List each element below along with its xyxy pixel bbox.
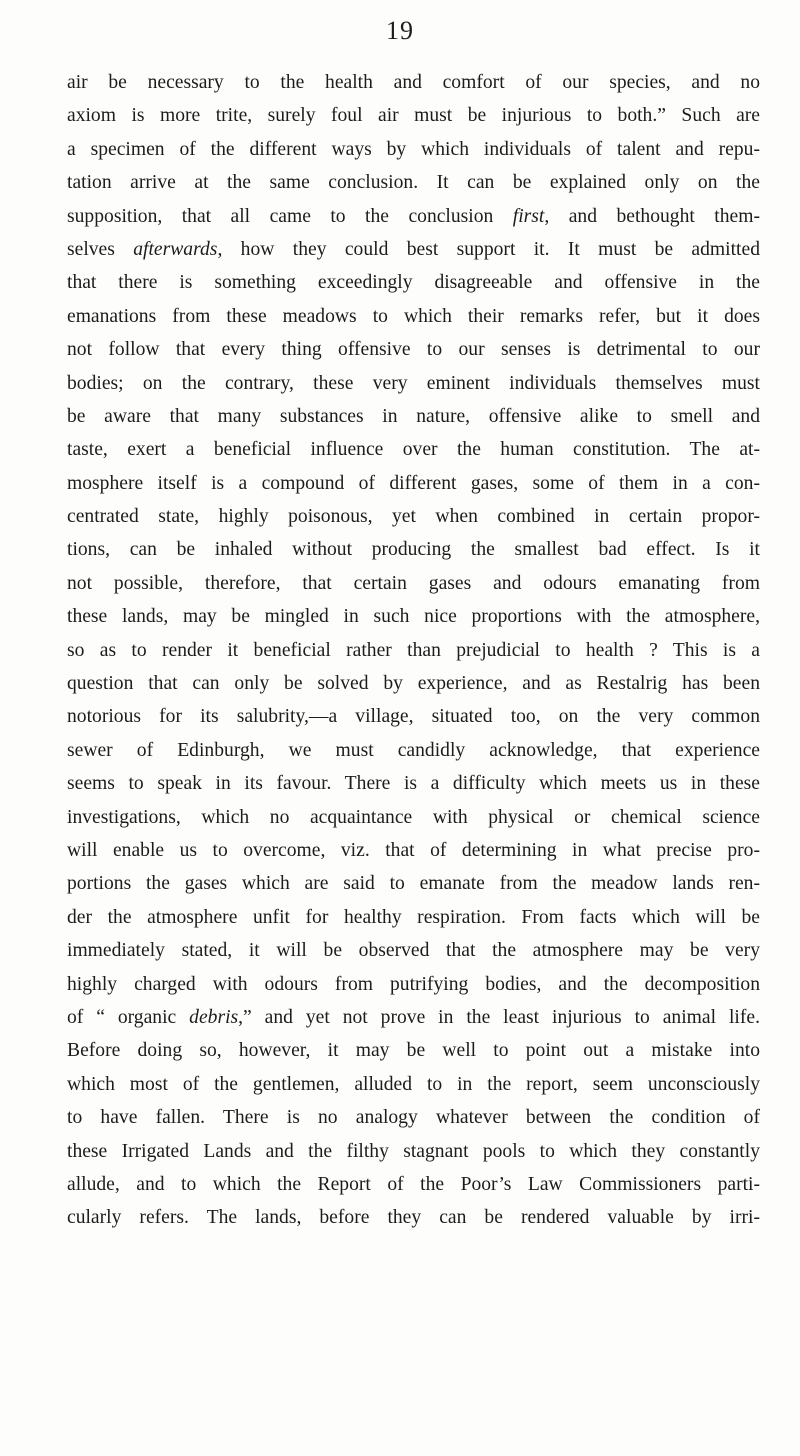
text-line: selves afterwards, how they could best support it. It must be admitted: [67, 238, 760, 260]
italic-word: afterwards: [133, 238, 218, 260]
text-line: bodies; on the contrary, these very eminent individuals themselves must: [67, 372, 760, 394]
text-line: will enable us to overcome, viz. that of determining in what precise pro-: [67, 839, 760, 861]
text-line: to have fallen. There is no analogy whatever between the condition of: [67, 1107, 760, 1129]
text-line: not possible, therefore, that certain gases and odours emanating from: [67, 572, 760, 594]
text-line: Before doing so, however, it may be well to point out a mistake into: [67, 1040, 760, 1062]
text-line: air be necessary to the health and comfort of our species, and no: [67, 72, 760, 93]
text-line: which most of the gentlemen, alluded to in the report, seem unconsciously: [67, 1073, 760, 1095]
text-line: a specimen of the different ways by which individuals of talent and repu-: [67, 138, 760, 160]
page-number: 19: [386, 16, 414, 45]
text-line: der the atmosphere unfit for healthy respiration. From facts which will be: [67, 906, 760, 928]
text-line: cularly refers. The lands, before they can be rendered valuable by irri-: [67, 1207, 760, 1229]
text-line: portions the gases which are said to emanate from the meadow lands ren-: [67, 873, 760, 895]
text-line: allude, and to which the Report of the Poor’s Law Commissioners parti-: [67, 1173, 760, 1195]
text-line: tions, can be inhaled without producing the smallest bad effect. Is it: [67, 539, 760, 561]
text-line: mosphere itself is a compound of different gases, some of them in a con-: [67, 472, 760, 494]
body-text: [67, 66, 760, 1235]
text-line: these lands, may be mingled in such nice proportions with the atmosphere,: [67, 606, 760, 628]
text-line: notorious for its salubrity,—a village, situated too, on the very common: [67, 706, 760, 728]
text-line: be aware that many substances in nature, offensive alike to smell and: [67, 405, 760, 427]
text-line: tation arrive at the same conclusion. It can be explained only on the: [67, 172, 760, 194]
italic-word: debris: [189, 1006, 239, 1028]
text-line: highly charged with odours from putrifying bodies, and the decomposition: [67, 973, 760, 995]
text-line: emanations from these meadows to which their remarks refer, but it does: [67, 305, 760, 327]
text-line: supposition, that all came to the conclusion first, and bethought them-: [67, 205, 760, 227]
text-line: sewer of Edinburgh, we must candidly acknowledge, that experience: [67, 739, 760, 761]
text-line: question that can only be solved by experience, and as Restalrig has been: [67, 673, 760, 695]
text-line: so as to render it beneficial rather than prejudicial to health ? This is a: [67, 639, 760, 661]
text-line: axiom is more trite, surely foul air must be injurious to both.” Such are: [67, 105, 760, 127]
text-line: seems to speak in its favour. There is a difficulty which meets us in these: [67, 773, 760, 795]
text-line: that there is something exceedingly disagreeable and offensive in the: [67, 272, 760, 294]
text-line: immediately stated, it will be observed that the atmosphere may be very: [67, 940, 760, 962]
text-line: not follow that every thing offensive to our senses is detrimental to our: [67, 339, 760, 361]
text-line: these Irrigated Lands and the filthy stagnant pools to which they constantly: [67, 1140, 760, 1162]
text-line: of “ organic debris,” and yet not prove in the least injurious to animal life.: [67, 1006, 760, 1028]
italic-word: first: [512, 205, 545, 227]
text-line: centrated state, highly poisonous, yet when combined in certain propor-: [67, 506, 760, 528]
text-line: investigations, which no acquaintance with physical or chemical science: [67, 806, 760, 828]
text-line: taste, exert a beneficial influence over the human constitution. The at-: [67, 439, 760, 461]
